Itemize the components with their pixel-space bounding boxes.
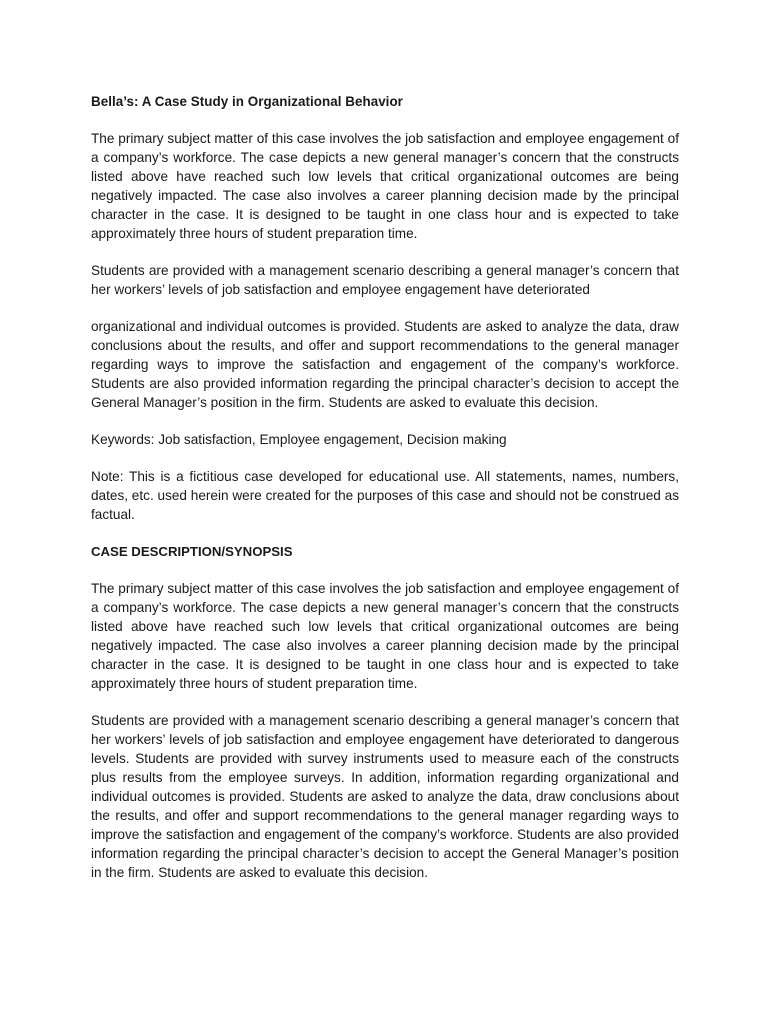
intro-paragraph-3: organizational and individual outcomes is provided. Students are asked to analyze the data, draw conclusions about the results, and offer and support recommendations to the general manager regarding ways to improve the satisfaction and engagement of the company’s workforce. Students are also provided information regarding the principal character’s decision to accept the General Manager’s position in the firm. Students are asked to evaluate this decision. xyxy=(91,319,679,410)
synopsis-paragraph-2: Students are provided with a management scenario describing a general manager’s concern that her workers’ levels of job satisfaction and employee engagement have deteriorated to dangerous levels. Students are provided with survey instruments used to measure each of the constructs plus results from the employee surveys. In addition, information regarding organizational and individual outcomes is provided. Students are asked to analyze the data, draw conclusions about the results, and offer and support recommendations to the general manager regarding ways to improve the satisfaction and engagement of the company’s workforce. Students are also provided information regarding the principal character’s decision to accept the General Manager’s position in the firm. Students are asked to evaluate this decision. xyxy=(91,713,679,880)
keywords-line: Keywords: Job satisfaction, Employee engagement, Decision making xyxy=(91,432,507,447)
synopsis-paragraph-1: The primary subject matter of this case involves the job satisfaction and employee engagement of a company’s workforce. The case depicts a new general manager’s concern that the constructs listed above have reached such low levels that critical organizational outcomes are being negatively impacted. The case also involves a career planning decision made by the principal character in the case. It is designed to be taught in one class hour and is expected to take approximately three hours of student preparation time. xyxy=(91,581,679,691)
section-heading: CASE DESCRIPTION/SYNOPSIS xyxy=(91,544,293,559)
intro-paragraph-2: Students are provided with a management scenario describing a general manager’s concern that her workers’ levels of job satisfaction and employee engagement have deteriorated xyxy=(91,263,679,297)
note-paragraph: Note: This is a fictitious case developed for educational use. All statements, names, numbers, dates, etc. used herein were created for the purposes of this case and should not be construed as factual. xyxy=(91,469,679,522)
document-title: Bella’s: A Case Study in Organizational Behavior xyxy=(91,94,403,109)
document-body xyxy=(91,92,679,900)
intro-paragraph-1: The primary subject matter of this case involves the job satisfaction and employee engagement of a company’s workforce. The case depicts a new general manager’s concern that the constructs listed above have reached such low levels that critical organizational outcomes are being negatively impacted. The case also involves a career planning decision made by the principal character in the case. It is designed to be taught in one class hour and is expected to take approximately three hours of student preparation time. xyxy=(91,131,679,241)
